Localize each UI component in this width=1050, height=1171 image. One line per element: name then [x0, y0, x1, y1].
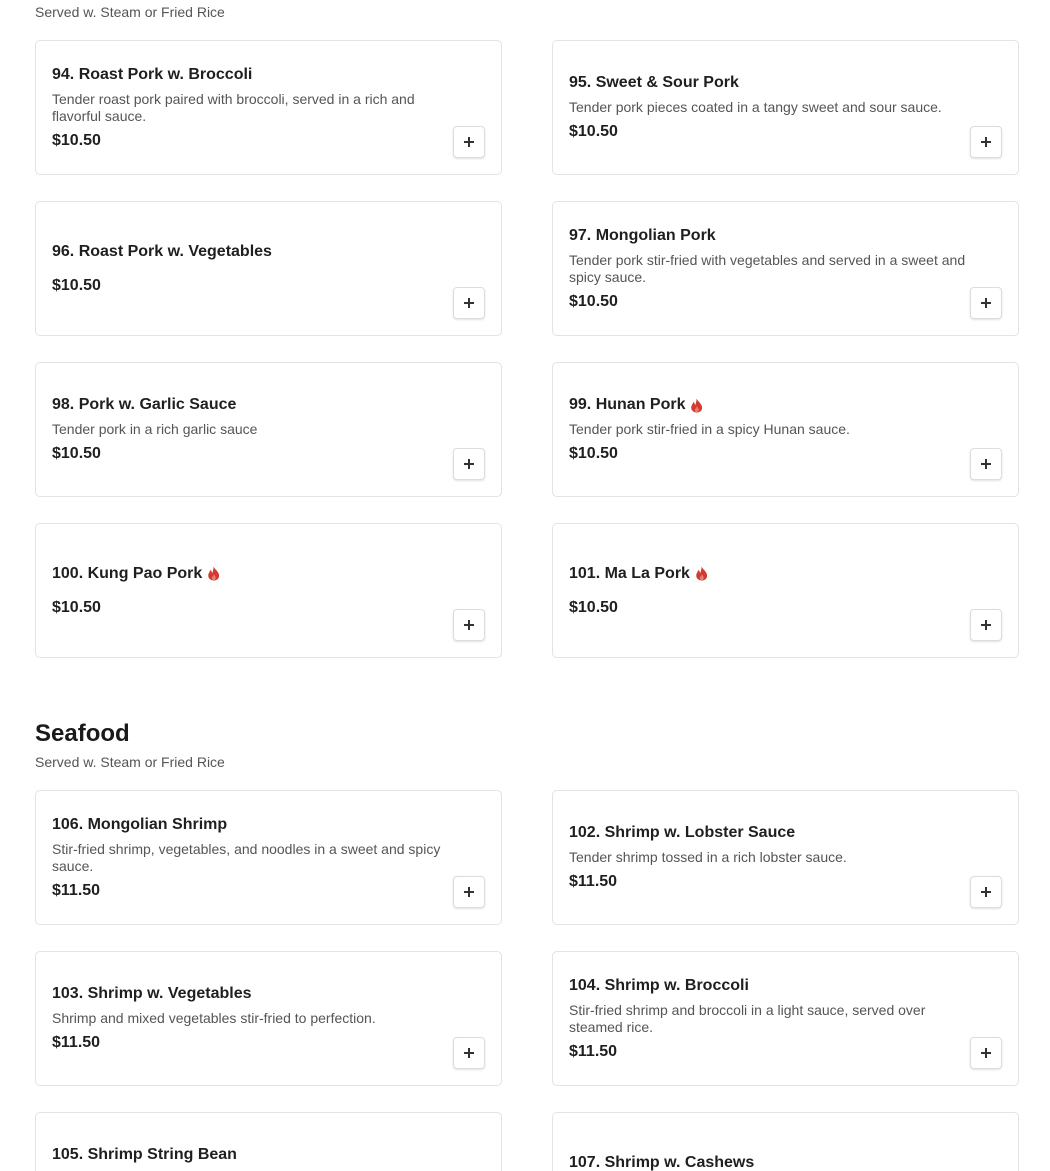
menu-item-card[interactable]: [552, 523, 1019, 658]
plus-icon: [981, 459, 991, 469]
menu-item-description: Shrimp and mixed vegetables stir-fried to perfection.: [52, 1010, 376, 1026]
fire-icon: [695, 566, 708, 581]
add-item-button[interactable]: [970, 1037, 1002, 1069]
menu-item-description: Stir-fried shrimp and broccoli in a light sauce, served over steamed rice.: [569, 1001, 926, 1035]
menu-item-card[interactable]: [552, 201, 1019, 336]
menu-item-card[interactable]: [552, 40, 1019, 175]
menu-item-content: [52, 202, 457, 335]
menu-item-description: Tender pork in a rich garlic sauce: [52, 421, 258, 437]
menu-item-name: [52, 65, 457, 85]
menu-item-content: [52, 524, 457, 657]
menu-item-card[interactable]: [35, 1112, 502, 1171]
menu-item-name-text: 99. Hunan Pork: [569, 396, 686, 413]
menu-item-card[interactable]: [35, 362, 502, 497]
menu-item-name-text: 100. Kung Pao Pork: [52, 564, 203, 582]
menu-item-name-text: 103. Shrimp w. Vegetables: [52, 985, 252, 1002]
plus-icon: [981, 620, 991, 630]
menu-item-card[interactable]: [35, 523, 502, 658]
menu-item-description: Tender pork pieces coated in a tangy sweet and sour sauce.: [569, 99, 942, 115]
plus-icon: [464, 459, 474, 469]
add-item-button[interactable]: [453, 609, 485, 641]
add-item-button[interactable]: [453, 1037, 485, 1069]
menu-item-price: $10.50: [52, 276, 101, 294]
menu-item-name-text: 106. Mongolian Shrimp: [52, 815, 228, 833]
menu-item-content: [569, 524, 974, 657]
menu-item-name-text: 97. Mongolian Pork: [569, 226, 716, 244]
menu-item-card[interactable]: [35, 40, 502, 175]
menu-item-name: [569, 1153, 974, 1171]
menu-item-name-text: 107. Shrimp w. Cashews: [569, 1154, 755, 1171]
plus-icon: [981, 137, 991, 147]
menu-item-name: [569, 73, 974, 93]
menu-item-name: [52, 395, 457, 415]
add-item-button[interactable]: [970, 609, 1002, 641]
fire-icon: [207, 566, 220, 581]
menu-item-card[interactable]: [35, 201, 502, 336]
add-item-button[interactable]: [970, 287, 1002, 319]
menu-item-name: [569, 823, 974, 843]
menu-item-content: [52, 363, 457, 496]
plus-icon: [464, 1048, 474, 1058]
add-item-button[interactable]: [970, 876, 1002, 908]
menu-item-price: $10.50: [569, 598, 618, 616]
menu-item-price: $10.50: [569, 123, 618, 140]
menu-item-card[interactable]: [552, 790, 1019, 925]
menu-item-content: [569, 952, 974, 1085]
menu-item-name: [52, 984, 457, 1004]
menu-item-name-text: 95. Sweet & Sour Pork: [569, 74, 739, 91]
menu-item-card[interactable]: [35, 790, 502, 925]
add-item-button[interactable]: [453, 876, 485, 908]
menu-item-content: [52, 41, 457, 174]
menu-item-content: [569, 202, 974, 335]
menu-item-card[interactable]: [552, 951, 1019, 1086]
menu-item-name-text: 101. Ma La Pork: [569, 564, 690, 582]
menu-item-description: Tender pork stir-fried with vegetables and served in a sweet and spicy sauce.: [569, 251, 966, 285]
menu-item-price: $10.50: [569, 292, 618, 310]
menu-item-card[interactable]: [35, 951, 502, 1086]
plus-icon: [981, 298, 991, 308]
add-item-button[interactable]: [453, 126, 485, 158]
menu-item-content: [569, 791, 974, 924]
menu-item-price: $10.50: [569, 445, 618, 462]
menu-item-price: $11.50: [569, 1042, 618, 1060]
seafood-section-title: Seafood: [35, 720, 130, 747]
menu-item-name: [52, 242, 457, 262]
plus-icon: [464, 887, 474, 897]
menu-item-description: Stir-fried shrimp, vegetables, and noodles in a sweet and spicy sauce.: [52, 840, 441, 874]
menu-item-price: $10.50: [52, 131, 101, 149]
menu-item-name-text: 94. Roast Pork w. Broccoli: [52, 65, 253, 83]
menu-item-name: [569, 395, 974, 415]
menu-item-name-text: 102. Shrimp w. Lobster Sauce: [569, 824, 796, 841]
menu-item-name: [52, 815, 457, 835]
seafood-section-subtitle: Served w. Steam or Fried Rice: [35, 754, 225, 770]
menu-item-description: Tender pork stir-fried in a spicy Hunan sauce.: [569, 421, 850, 437]
pork-section-subtitle: Served w. Steam or Fried Rice: [35, 4, 225, 20]
add-item-button[interactable]: [970, 126, 1002, 158]
menu-item-content: [52, 791, 457, 924]
menu-item-price: $11.50: [569, 873, 618, 890]
plus-icon: [464, 137, 474, 147]
menu-item-price: $10.50: [52, 598, 101, 616]
menu-item-name: [52, 1145, 457, 1165]
menu-item-name: [569, 976, 974, 996]
menu-item-price: $10.50: [52, 445, 101, 462]
menu-item-name: [569, 564, 974, 584]
menu-item-name: [52, 564, 457, 584]
menu-item-card[interactable]: [552, 362, 1019, 497]
menu-item-price: $11.50: [52, 1034, 101, 1051]
menu-item-name-text: 104. Shrimp w. Broccoli: [569, 976, 749, 994]
menu-item-name: [569, 226, 974, 246]
plus-icon: [464, 298, 474, 308]
menu-item-name-text: 96. Roast Pork w. Vegetables: [52, 242, 272, 260]
menu-item-content: [569, 363, 974, 496]
plus-icon: [981, 887, 991, 897]
menu-item-description: Tender roast pork paired with broccoli, served in a rich and flavorful sauce.: [52, 90, 415, 124]
add-item-button[interactable]: [453, 448, 485, 480]
menu-item-card[interactable]: [552, 1112, 1019, 1171]
menu-item-content: [569, 1113, 974, 1171]
menu-item-content: [52, 1113, 457, 1171]
plus-icon: [464, 620, 474, 630]
menu-item-price: $11.50: [52, 881, 101, 899]
add-item-button[interactable]: [453, 287, 485, 319]
add-item-button[interactable]: [970, 448, 1002, 480]
menu-item-name-text: 105. Shrimp String Bean: [52, 1146, 237, 1163]
menu-item-description: Tender shrimp tossed in a rich lobster sauce.: [569, 849, 847, 865]
menu-item-content: [52, 952, 457, 1085]
menu-item-name-text: 98. Pork w. Garlic Sauce: [52, 396, 237, 413]
plus-icon: [981, 1048, 991, 1058]
menu-item-content: [569, 41, 974, 174]
fire-icon: [690, 398, 703, 413]
